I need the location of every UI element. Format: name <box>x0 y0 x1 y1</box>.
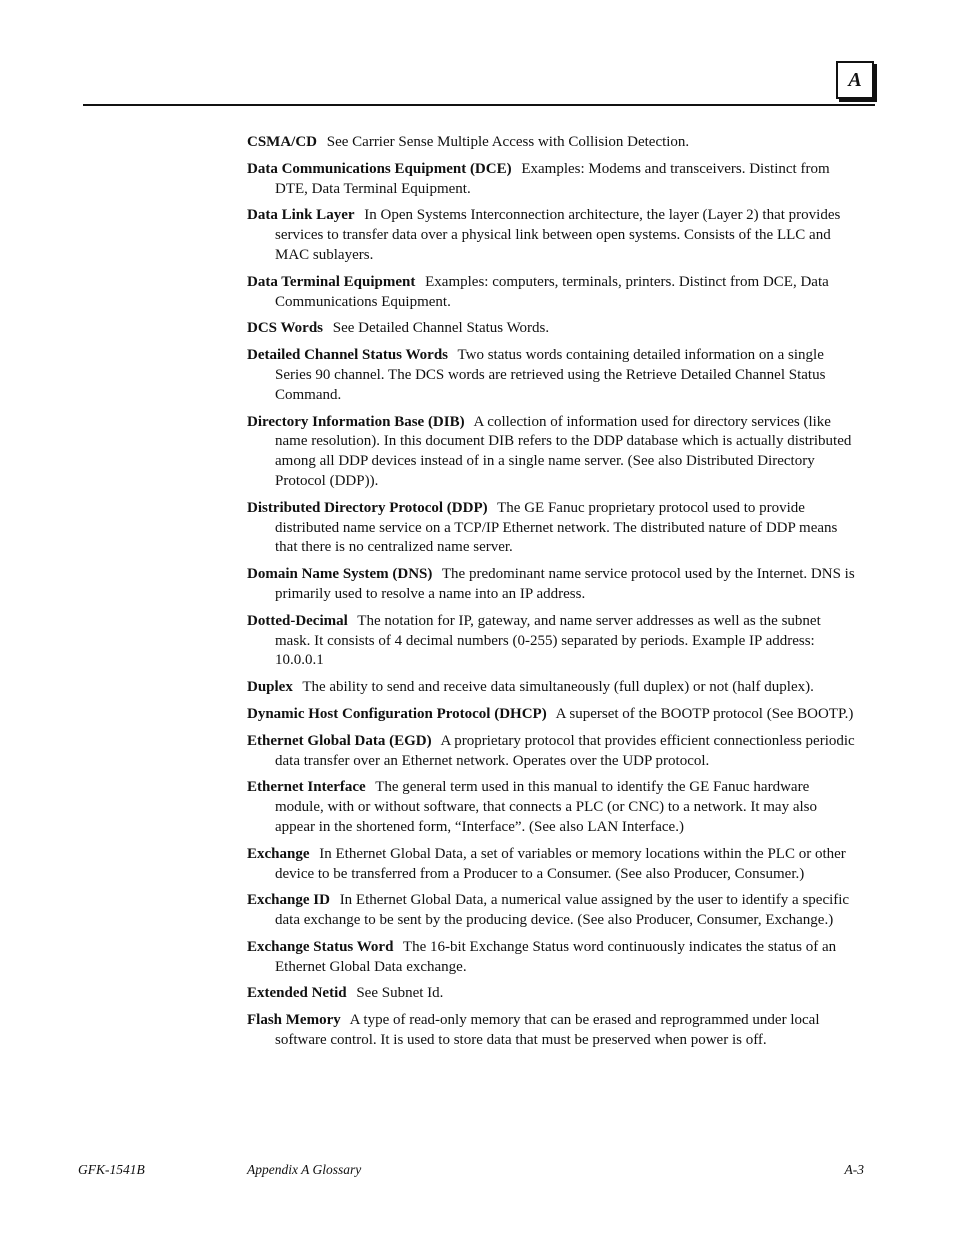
glossary-term: Data Link Layer <box>247 207 355 224</box>
glossary-definition: The ability to send and receive data simultaneously (full duplex) or not (half duplex). <box>302 679 814 696</box>
glossary-entry <box>247 565 859 605</box>
glossary-entry <box>247 938 859 978</box>
glossary-term: Dynamic Host Configuration Protocol (DHCP) <box>247 705 547 722</box>
glossary-term: Detailed Channel Status Words <box>247 347 449 364</box>
glossary-definition: See Detailed Channel Status Words. <box>332 320 550 337</box>
glossary-entry <box>247 845 859 885</box>
glossary-definition: The general term used in this manual to identify the GE Fanuc hardware module, with or without software, that connects a PLC (or CNC) to a network. It may also appear in the shortened form, “Interface”. (See also LAN Interface.) <box>275 779 817 835</box>
glossary-term: Data Terminal Equipment <box>247 273 416 290</box>
glossary-definition: Examples: Modems and transceivers. Distinct from DTE, Data Terminal Equipment. <box>275 160 830 197</box>
glossary-definition: A superset of the BOOTP protocol (See BOOTP.) <box>555 705 854 722</box>
glossary-term: Flash Memory <box>247 1012 341 1029</box>
appendix-tab <box>836 61 874 99</box>
glossary-definition: The notation for IP, gateway, and name server addresses as well as the subnet mask. It consists of 4 decimal numbers (0-255) separated by periods. Example IP address: 10.0.0.1 <box>275 612 821 669</box>
header-rule <box>83 104 875 106</box>
glossary-term: CSMA/CD <box>247 134 317 150</box>
glossary-entry <box>247 678 859 698</box>
glossary-entry <box>247 160 859 200</box>
appendix-letter: A <box>848 68 862 91</box>
glossary-entry <box>247 891 859 931</box>
glossary-entry <box>247 133 859 153</box>
glossary-term: Distributed Directory Protocol (DDP) <box>247 499 488 516</box>
glossary-entry <box>247 413 859 492</box>
footer-section-title: Appendix A Glossary <box>247 1162 362 1177</box>
glossary-entry <box>247 319 859 339</box>
glossary-definition: The predominant name service protocol used by the Internet. DNS is primarily used to resolve a name into an IP address. <box>275 566 855 602</box>
glossary-entry <box>247 206 859 265</box>
glossary-definition: See Carrier Sense Multiple Access with Collision Detection. <box>326 134 690 150</box>
glossary-definition: A type of read-only memory that can be erased and reprogrammed under local software control. It is used to store data that must be preserved when power is off. <box>275 1012 820 1049</box>
glossary-term: Domain Name System (DNS) <box>247 566 433 583</box>
glossary-term: Dotted-Decimal <box>247 612 348 629</box>
glossary-term: Extended Netid <box>247 985 347 1002</box>
glossary-entry <box>247 778 859 837</box>
glossary-entry <box>247 1011 859 1051</box>
glossary-entry <box>247 705 859 725</box>
glossary-definition: In Open Systems Interconnection architecture, the layer (Layer 2) that provides services to transfer data over a physical link between open systems. Consists of the LLC and MAC sublayers. <box>275 207 841 263</box>
glossary-entry <box>247 273 859 313</box>
glossary-entry <box>247 499 859 558</box>
glossary-definition: The 16-bit Exchange Status word continuously indicates the status of an Ethernet Global Data exchange. <box>275 938 837 975</box>
glossary-term: Duplex <box>247 679 293 696</box>
glossary-term: Ethernet Global Data (EGD) <box>247 732 432 749</box>
glossary-term: Data Communications Equipment (DCE) <box>247 160 512 177</box>
glossary-entry <box>247 612 859 671</box>
glossary-definition: See Subnet Id. <box>356 985 444 1002</box>
glossary-term: Exchange ID <box>247 892 330 909</box>
glossary-entry <box>247 984 859 1004</box>
glossary-term: Ethernet Interface <box>247 779 366 796</box>
footer-doc-number: GFK-1541B <box>78 1162 145 1177</box>
glossary-term: Directory Information Base (DIB) <box>247 413 465 430</box>
glossary-definition: The GE Fanuc proprietary protocol used to provide distributed name service on a TCP/IP Ethernet network. The distributed nature of DDP means that there is no centralized name server. <box>275 499 838 556</box>
glossary-term: DCS Words <box>247 320 323 337</box>
glossary-definition: Examples: computers, terminals, printers. Distinct from DCE, Data Communications Equipment. <box>275 273 829 310</box>
glossary-term: Exchange <box>247 845 310 862</box>
glossary-term: Exchange Status Word <box>247 938 394 955</box>
glossary-definition: A collection of information used for directory services (like name resolution). In this document DIB refers to the DDP database which is actually distributed among all DDP devices instead of in a single name server. (See also Distributed Directory Protocol (DDP)). <box>275 413 852 489</box>
glossary-definition: Two status words containing detailed information on a single Series 90 channel. The DCS words are retrieved using the Retrieve Detailed Channel Status Command. <box>275 347 826 403</box>
footer-page-number: A-3 <box>844 1162 864 1177</box>
glossary-entry <box>247 346 859 405</box>
glossary-definition: In Ethernet Global Data, a set of variables or memory locations within the PLC or other device to be transferred from a Producer to a Consumer. (See also Producer, Consumer.) <box>275 845 846 882</box>
glossary-definition: A proprietary protocol that provides efficient connectionless periodic data transfer over an Ethernet network. Operates over the UDP protocol. <box>275 732 855 769</box>
glossary-list <box>247 133 859 1058</box>
glossary-entry <box>247 732 859 772</box>
glossary-definition: In Ethernet Global Data, a numerical value assigned by the user to identify a specific data exchange to be sent by the producing device. (See also Producer, Consumer, Exchange.) <box>275 892 850 929</box>
